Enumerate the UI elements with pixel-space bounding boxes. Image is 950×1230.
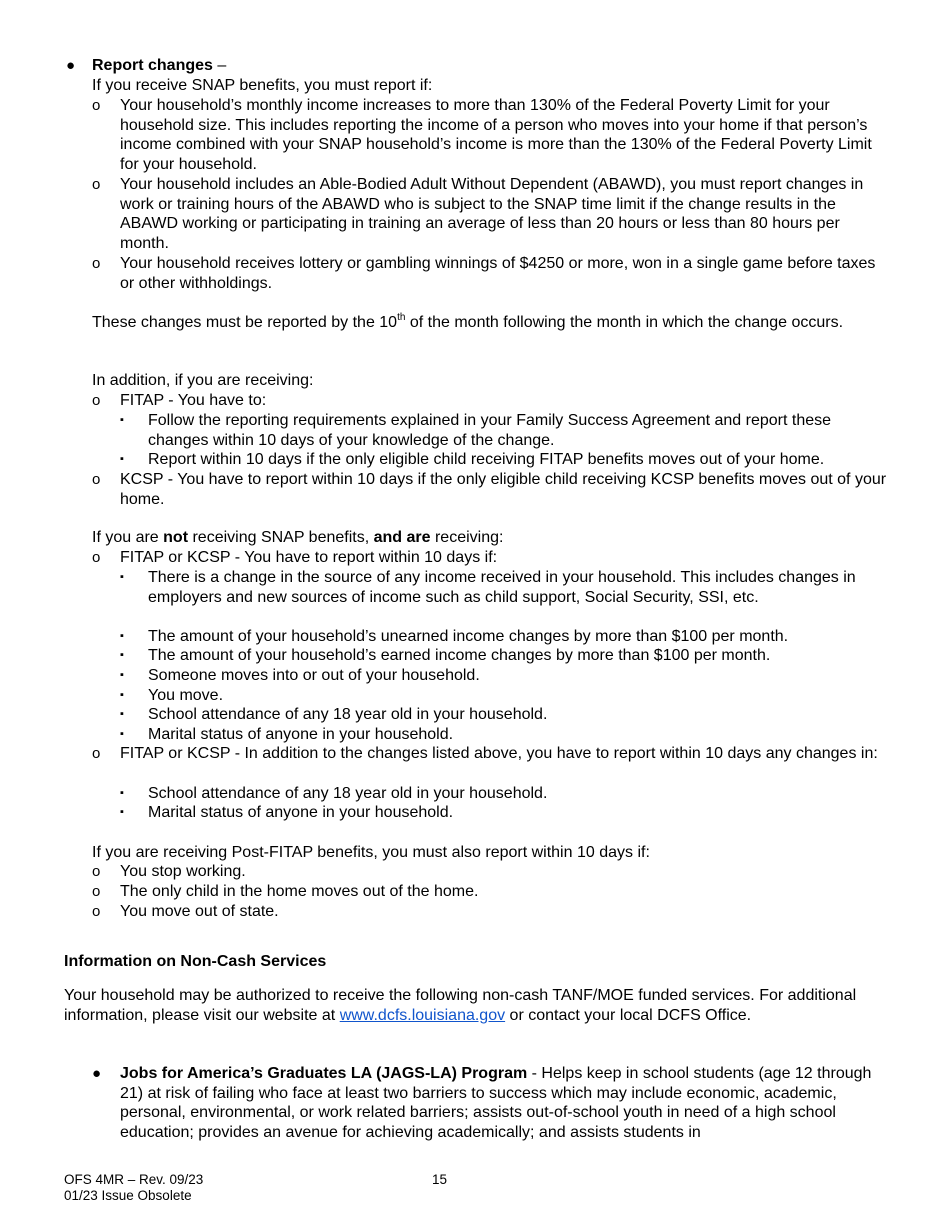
post-fitap-item-child-moves: The only child in the home moves out of the home. <box>120 883 479 900</box>
post-fitap-intro: If you are receiving Post-FITAP benefits, you must also report within 10 days if: <box>92 844 650 861</box>
bullet-square: ▪ <box>120 571 124 583</box>
post-fitap-item-move-out: You move out of state. <box>120 903 279 920</box>
change-item-income-source: There is a change in the source of any income received in your household. This includes changes in employers and new sources of income such as child support, Social Security, SSI, etc. <box>148 569 856 606</box>
change-item-moves: Someone moves into or out of your household. <box>148 667 480 684</box>
fitap-item-child: Report within 10 days if the only eligible child receiving FITAP benefits moves out of your home. <box>148 451 825 468</box>
bullet-square: ▪ <box>120 689 124 701</box>
change2-item-marital: Marital status of anyone in your household. <box>148 804 454 821</box>
bullet-square: ▪ <box>120 630 124 642</box>
kcsp-label: KCSP - You have to report within 10 days if the only eligible child receiving KCSP benefits moves out of your home. <box>120 471 887 508</box>
bullet-square: ▪ <box>120 414 124 426</box>
fitap-kcsp-1-label: FITAP or KCSP - You have to report within 10 days if: <box>120 549 498 566</box>
bullet-circle: o <box>92 903 101 920</box>
bullet-circle: o <box>92 471 101 488</box>
deadline-post: of the month following the month in which the change occurs. <box>405 314 844 331</box>
bullet-square: ▪ <box>120 787 124 799</box>
change-item-unearned: The amount of your household’s unearned income changes by more than $100 per month. <box>148 628 789 645</box>
fitap-item-agreement: Follow the reporting requirements explained in your Family Success Agreement and report these changes within 10 days of your knowledge of the change. <box>148 412 832 449</box>
snap-intro: If you receive SNAP benefits, you must report if: <box>92 77 433 94</box>
not-snap-mid: receiving SNAP benefits, <box>188 529 374 546</box>
bullet-circle: o <box>92 176 101 193</box>
non-cash-pre: Your household may be authorized to receive the following non-cash TANF/MOE funded services. For additional information, please visit our website at <box>64 987 857 1024</box>
page-number: 15 <box>432 1172 448 1187</box>
bullet-round: ● <box>92 1065 102 1082</box>
bullet-circle: o <box>92 745 101 762</box>
snap-item-abawd: Your household includes an Able-Bodied Adult Without Dependent (ABAWD), you must report changes in work or training hours of the ABAWD who is subject to the SNAP time limit if the change results in the ABAWD working or participating in training an average of less than 20 hours or less than 80 hours per month. <box>120 176 864 252</box>
bullet-square: ▪ <box>120 708 124 720</box>
in-addition-text: In addition, if you are receiving: <box>92 372 314 389</box>
footer-form-number: OFS 4MR – Rev. 09/23 <box>64 1172 204 1187</box>
non-cash-paragraph <box>64 986 890 1025</box>
bullet-square: ▪ <box>120 453 124 465</box>
post-fitap-item-stop-working: You stop working. <box>120 863 246 880</box>
bullet-circle: o <box>92 97 101 114</box>
deadline-sup: th <box>397 311 406 323</box>
bullet-square: ▪ <box>120 649 124 661</box>
non-cash-heading: Information on Non-Cash Services <box>64 953 327 970</box>
report-changes-heading <box>92 56 892 76</box>
not-snap-intro <box>92 528 892 548</box>
dcfs-website-link[interactable]: www.dcfs.louisiana.gov <box>339 1006 506 1024</box>
change-item-you-move: You move. <box>148 687 224 704</box>
non-cash-post: or contact your local DCFS Office. <box>505 1006 752 1024</box>
change-item-school: School attendance of any 18 year old in your household. <box>148 706 548 723</box>
deadline-paragraph <box>92 313 892 333</box>
jags-text: - Helps keep in school students (age 12 through 21) at risk of failing who face at least two barriers to success which may include economic, academic, personal, environmental, or work related barriers; assists out-of-school youth in need of a high school education; provides an avenue for achieving academically; and assists students in <box>120 1065 872 1141</box>
report-changes-title: Report changes <box>92 57 213 74</box>
bullet-square: ▪ <box>120 669 124 681</box>
snap-item-lottery: Your household receives lottery or gambling winnings of $4250 or more, won in a single game before taxes or other withholdings. <box>120 255 876 292</box>
not-snap-not: not <box>163 529 189 546</box>
fitap-kcsp-2-label: FITAP or KCSP - In addition to the changes listed above, you have to report within 10 days any changes in: <box>120 745 878 762</box>
footer-obsolete: 01/23 Issue Obsolete <box>64 1188 192 1203</box>
bullet-circle: o <box>92 392 101 409</box>
change2-item-school: School attendance of any 18 year old in your household. <box>148 785 548 802</box>
not-snap-post: receiving: <box>430 529 504 546</box>
jags-title: Jobs for America’s Graduates LA (JAGS-LA) Program <box>120 1065 528 1082</box>
bullet-circle: o <box>92 883 101 900</box>
bullet-square: ▪ <box>120 728 124 740</box>
change-item-marital: Marital status of anyone in your household. <box>148 726 454 743</box>
bullet-square: ▪ <box>120 806 124 818</box>
bullet-circle: o <box>92 549 101 566</box>
change-item-earned: The amount of your household’s earned income changes by more than $100 per month. <box>148 647 771 664</box>
jags-paragraph <box>120 1064 888 1142</box>
snap-item-income: Your household’s monthly income increases to more than 130% of the Federal Poverty Limit for your household size. This includes reporting the income of a person who moves into your home if that person’s income combined with your SNAP household’s income is more than the 130% of the Federal Poverty Limit for your household. <box>120 97 872 173</box>
fitap-label: FITAP - You have to: <box>120 392 267 409</box>
bullet-round: ● <box>66 57 76 74</box>
bullet-circle: o <box>92 255 101 272</box>
bullet-circle: o <box>92 863 101 880</box>
not-snap-and: and are <box>373 529 431 546</box>
deadline-pre: These changes must be reported by the 10 <box>92 314 398 331</box>
heading-dash: – <box>212 57 227 74</box>
not-snap-pre: If you are <box>92 529 164 546</box>
